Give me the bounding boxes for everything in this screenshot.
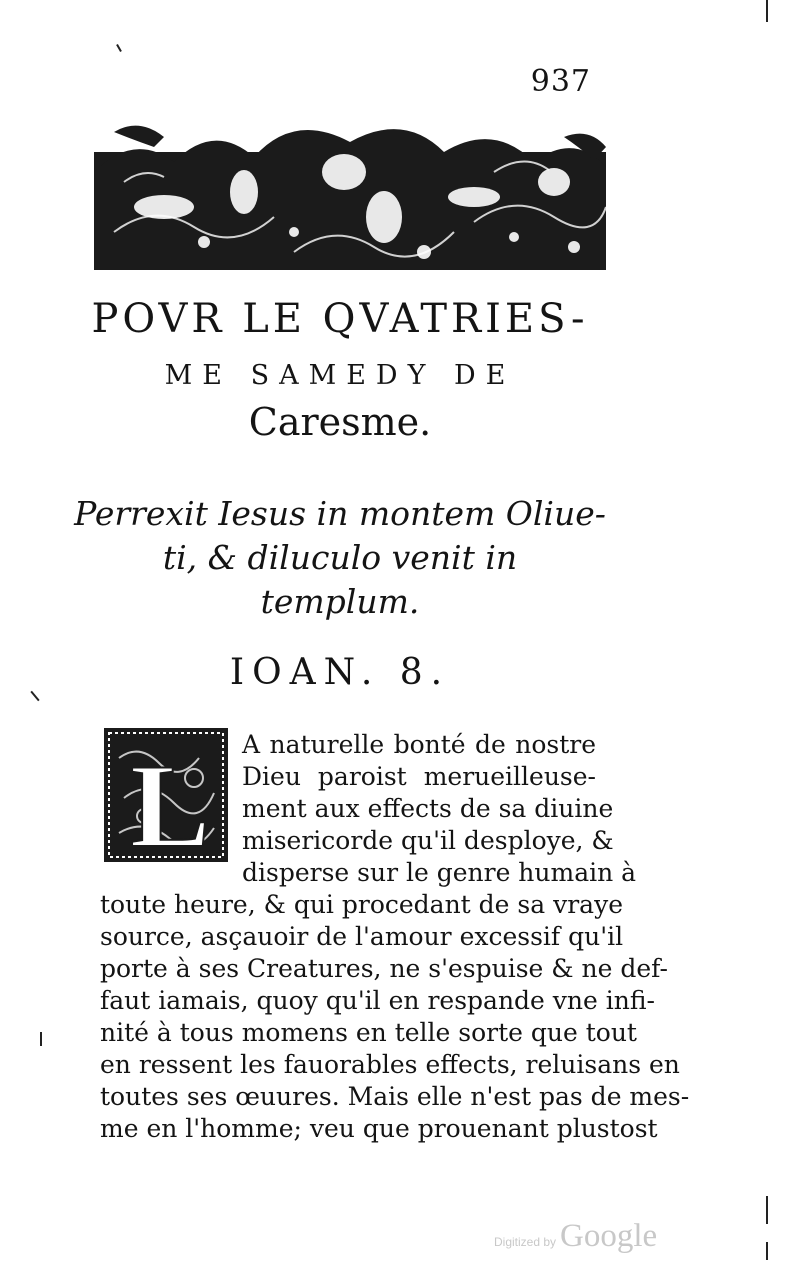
body-line: nité à tous momens en telle sorte que tout — [100, 1018, 637, 1047]
scan-artifact — [766, 0, 768, 22]
page-number: 937 — [530, 64, 591, 99]
body-line: porte à ses Creatures, ne s'espuise & ne def- — [100, 954, 668, 983]
body-line: ment aux effects de sa diuine — [242, 794, 614, 823]
title-line-3: Caresme. — [248, 400, 432, 444]
body-line: faut iamais, quoy qu'il en respande vne infi- — [100, 986, 655, 1015]
title-line-1: POVR LE QVATRIES- — [91, 296, 589, 342]
title-line-2: ME SAMEDY DE — [164, 360, 516, 391]
scan-artifact — [766, 1242, 768, 1260]
scripture-reference: IOAN. 8. — [229, 652, 451, 693]
body-line: en ressent les fauorables effects, reluisans en — [100, 1050, 680, 1079]
watermark-brand: Google — [560, 1218, 658, 1254]
quote-line-2: ti, & diluculo venit in — [162, 538, 518, 577]
body-line: disperse sur le genre humain à — [242, 858, 637, 887]
scan-artifact — [40, 1032, 42, 1046]
body-line: me en l'homme; veu que prouenant plustost — [100, 1114, 658, 1143]
scan-artifact — [116, 44, 122, 52]
drop-cap-letter: L — [130, 739, 211, 862]
body-line: Dieu paroist merueilleuse- — [242, 762, 596, 791]
body-line: toutes ses œuures. Mais elle n'est pas de mes- — [100, 1082, 690, 1111]
woodcut-headpiece — [94, 112, 606, 270]
google-watermark — [494, 1218, 657, 1255]
watermark-prefix: Digitized by — [494, 1235, 557, 1249]
body-line: A naturelle bonté de nostre — [242, 730, 596, 759]
scan-artifact — [766, 1196, 768, 1224]
body-line: misericorde qu'il desploye, & — [242, 826, 614, 855]
body-line: toute heure, & qui procedant de sa vraye — [100, 890, 623, 919]
quote-line-3: templum. — [260, 582, 420, 621]
decorated-initial — [104, 728, 228, 862]
body-line: source, asçauoir de l'amour excessif qu'il — [100, 922, 624, 951]
quote-line-1: Perrexit Iesus in montem Oliue- — [74, 494, 606, 533]
